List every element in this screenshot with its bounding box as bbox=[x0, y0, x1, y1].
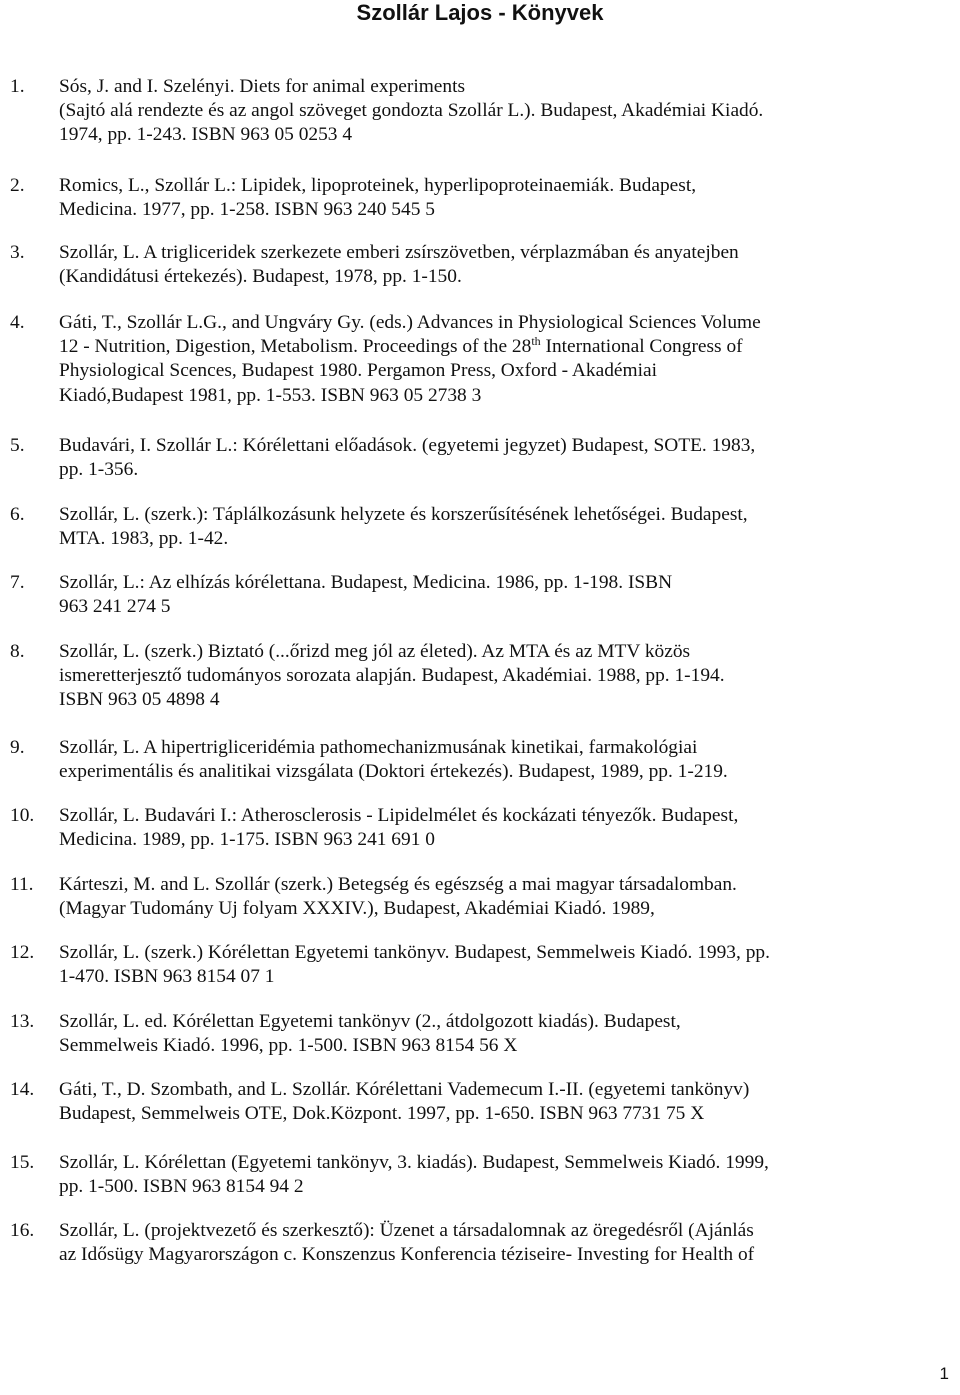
page-title: Szollár Lajos - Könyvek bbox=[356, 0, 604, 25]
entry-line-tail: International Congress of bbox=[540, 336, 743, 358]
entry-line: Szollár, L. (projektvezető és szerkesztő): Üzenet a társadalomnak az öregedésről (Ajánlás bbox=[59, 1220, 754, 1241]
entry-line: (Sajtó alá rendezte és az angol szöveget gondozta Szollár L.). Budapest, Akadémiai Kiadó. bbox=[59, 100, 764, 122]
entry-line: experimentális és analitikai vizsgálata (Doktori értekezés). Budapest, 1989, pp. 1-219. bbox=[59, 761, 728, 783]
entry-line: Sós, J. and I. Szelényi. Diets for animal experiments bbox=[59, 76, 466, 97]
entry-line: Kárteszi, M. and L. Szollár (szerk.) Betegség és egészség a mai magyar társadalomban. bbox=[59, 874, 737, 895]
entry-text bbox=[59, 503, 957, 551]
entry-line bbox=[59, 335, 957, 359]
entry-number: 8. bbox=[10, 641, 25, 662]
entry-text bbox=[59, 1078, 957, 1126]
entry-text bbox=[59, 736, 957, 784]
entry-text bbox=[59, 311, 957, 408]
entry-number: 7. bbox=[10, 572, 25, 593]
entry-text bbox=[59, 1219, 957, 1267]
entry-line: MTA. 1983, pp. 1-42. bbox=[59, 528, 229, 550]
entry-line: Budavári, I. Szollár L.: Kórélettani előadások. (egyetemi jegyzet) Budapest, SOTE. 1983, bbox=[59, 435, 756, 456]
entry-line: ISBN 963 05 4898 4 bbox=[59, 689, 220, 711]
entry-line: Medicina. 1989, pp. 1-175. ISBN 963 241 691 0 bbox=[59, 829, 435, 851]
entry-line: 1-470. ISBN 963 8154 07 1 bbox=[59, 966, 275, 988]
entry-line: Szollár, L. A trigliceridek szerkezete emberi zsírszövetben, vérplazmában és anyatejben bbox=[59, 242, 739, 263]
entry-number: 2. bbox=[10, 175, 25, 196]
entry-line: Szollár, L. Budavári I.: Atherosclerosis - Lipidelmélet és kockázati tényezők. Budapest, bbox=[59, 805, 739, 826]
entry-line: Medicina. 1977, pp. 1-258. ISBN 963 240 545 5 bbox=[59, 199, 435, 221]
entry-line: Szollár, L. (szerk.) Kórélettan Egyetemi tankönyv. Budapest, Semmelweis Kiadó. 1993, pp. bbox=[59, 942, 770, 963]
entry-text bbox=[59, 174, 957, 222]
entry-line: (Magyar Tudomány Uj folyam XXXIV.), Budapest, Akadémiai Kiadó. 1989, bbox=[59, 898, 655, 920]
entry-line: Szollár, L.: Az elhízás kórélettana. Budapest, Medicina. 1986, pp. 1-198. ISBN bbox=[59, 572, 673, 593]
entry-text bbox=[59, 1151, 957, 1199]
entry-line: ismeretterjesztő tudományos sorozata alapján. Budapest, Akadémiai. 1988, pp. 1-194. bbox=[59, 665, 725, 687]
entry-number: 4. bbox=[10, 312, 25, 333]
entry-line: Physiological Scences, Budapest 1980. Pergamon Press, Oxford - Akadémiai bbox=[59, 360, 657, 382]
entry-line: 963 241 274 5 bbox=[59, 596, 171, 618]
entry-number: 15. bbox=[10, 1152, 35, 1173]
entry-line: pp. 1-356. bbox=[59, 459, 139, 481]
entry-line: 1974, pp. 1-243. ISBN 963 05 0253 4 bbox=[59, 124, 353, 146]
entry-number: 3. bbox=[10, 242, 25, 263]
entry-line: Szollár, L. ed. Kórélettan Egyetemi tankönyv (2., átdolgozott kiadás). Budapest, bbox=[59, 1011, 681, 1032]
entry-text bbox=[59, 571, 957, 619]
entry-line-head: 12 - Nutrition, Digestion, Metabolism. Proceedings of the 28 bbox=[59, 336, 532, 358]
entry-number: 1. bbox=[10, 76, 25, 97]
entry-number: 14. bbox=[10, 1079, 35, 1100]
entry-line: Szollár, L. A hipertrigliceridémia pathomechanizmusának kinetikai, farmakológiai bbox=[59, 737, 698, 758]
entry-line: Szollár, L. (szerk.): Táplálkozásunk helyzete és korszerűsítésének lehetőségei. Budapest, bbox=[59, 504, 748, 525]
entry-line: Budapest, Semmelweis OTE, Dok.Központ. 1997, pp. 1-650. ISBN 963 7731 75 X bbox=[59, 1103, 705, 1125]
entry-line: az Idősügy Magyarországon c. Konszenzus Konferencia téziseire- Investing for Health of bbox=[59, 1244, 755, 1266]
entry-line: Szollár, L. (szerk.) Biztató (...őrizd meg jól az életed). Az MTA és az MTV közös bbox=[59, 641, 691, 662]
entry-text bbox=[59, 804, 957, 852]
entry-line: Gáti, T., Szollár L.G., and Ungváry Gy. (eds.) Advances in Physiological Sciences Volume bbox=[59, 312, 761, 333]
entry-text bbox=[59, 873, 957, 921]
entry-line: Szollár, L. Kórélettan (Egyetemi tankönyv, 3. kiadás). Budapest, Semmelweis Kiadó. 1999, bbox=[59, 1152, 769, 1173]
entry-number: 10. bbox=[10, 805, 35, 826]
entry-line: Kiadó,Budapest 1981, pp. 1-553. ISBN 963 05 2738 3 bbox=[59, 384, 482, 406]
superscript: th bbox=[531, 334, 541, 349]
entry-text bbox=[59, 434, 957, 482]
entry-text bbox=[59, 241, 957, 289]
entry-text bbox=[59, 640, 957, 713]
entry-number: 13. bbox=[10, 1011, 35, 1032]
entry-number: 12. bbox=[10, 942, 35, 963]
entry-line: (Kandidátusi értekezés). Budapest, 1978, pp. 1-150. bbox=[59, 266, 462, 288]
entry-line: Romics, L., Szollár L.: Lipidek, lipoproteinek, hyperlipoproteinaemiák. Budapest, bbox=[59, 175, 697, 196]
entry-number: 16. bbox=[10, 1220, 35, 1241]
page-number: 1 bbox=[939, 1364, 949, 1383]
entry-line: Gáti, T., D. Szombath, and L. Szollár. Kórélettani Vademecum I.-II. (egyetemi tankönyv) bbox=[59, 1079, 750, 1100]
entry-number: 11. bbox=[10, 874, 34, 895]
entry-number: 5. bbox=[10, 435, 25, 456]
entry-text bbox=[59, 1010, 957, 1058]
entry-line: pp. 1-500. ISBN 963 8154 94 2 bbox=[59, 1176, 304, 1198]
entry-text bbox=[59, 75, 957, 148]
entry-number: 9. bbox=[10, 737, 25, 758]
entry-line: Semmelweis Kiadó. 1996, pp. 1-500. ISBN 963 8154 56 X bbox=[59, 1035, 518, 1057]
entry-text bbox=[59, 941, 957, 989]
entry-number: 6. bbox=[10, 504, 25, 525]
